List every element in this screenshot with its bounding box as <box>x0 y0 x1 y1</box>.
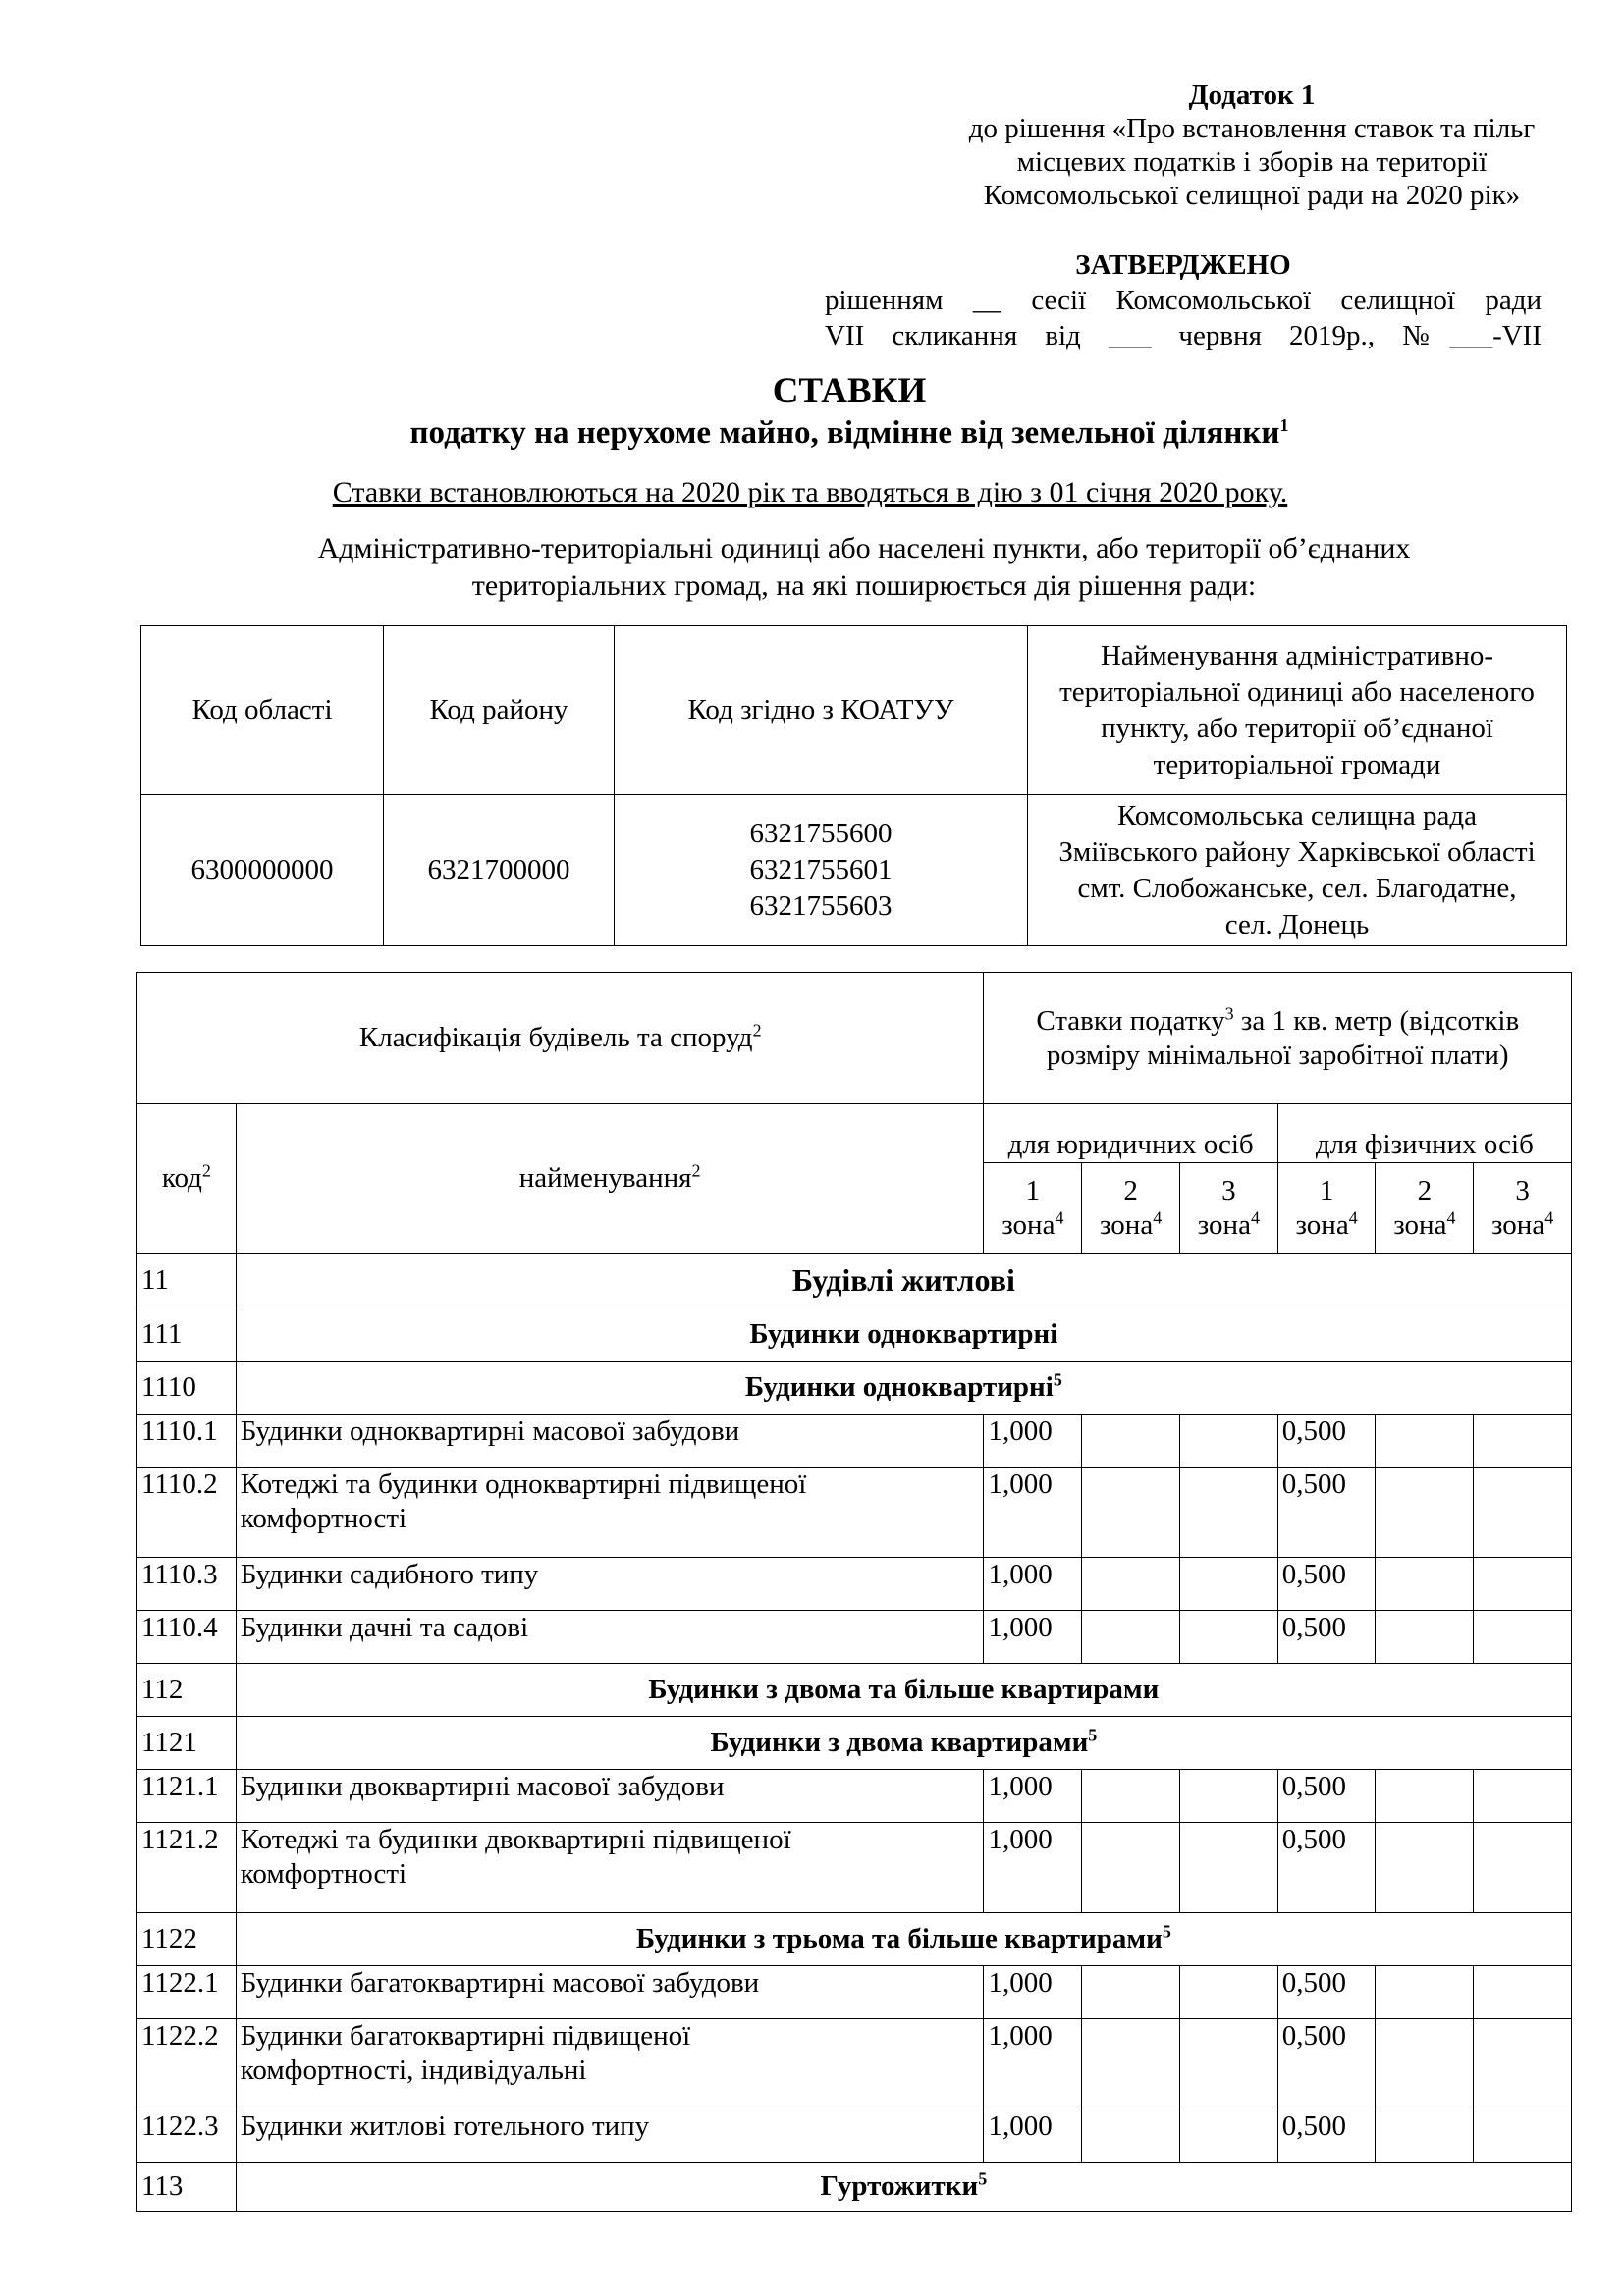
rates-header-text: Ставки податку <box>1036 1004 1225 1037</box>
legal-zone3-rate <box>1179 1966 1277 2019</box>
code-header-text: код <box>161 1162 202 1194</box>
row-code: 1110.3 <box>137 1558 237 1611</box>
legal-zone3-rate <box>1179 1415 1277 1468</box>
zone-header <box>1179 1163 1277 1254</box>
row-code: 1121.1 <box>137 1770 237 1823</box>
physical-zone3-rate <box>1474 2019 1572 2109</box>
legal-zone3-rate <box>1179 2019 1277 2109</box>
physical-zone3-rate <box>1474 1611 1572 1664</box>
physical-zone3-rate <box>1474 2109 1572 2163</box>
page-title: СТАВКИ <box>772 371 927 411</box>
rates-header <box>984 973 1572 1104</box>
table-row <box>137 1254 1572 1308</box>
zone-word: зона <box>1491 1208 1545 1241</box>
row-name: Будинки багатоквартирні масової забудови <box>236 1966 984 2019</box>
legal-zone1-rate: 1,000 <box>984 2019 1082 2109</box>
legal-zone1-rate: 1,000 <box>984 1558 1082 1611</box>
footnote-ref: 5 <box>1162 1921 1171 1942</box>
row-code: 1110 <box>137 1362 237 1415</box>
legal-zone2-rate <box>1082 2019 1180 2109</box>
district-code: 6321700000 <box>384 795 615 946</box>
row-code: 113 <box>137 2163 237 2212</box>
footnote-ref: 4 <box>1153 1206 1163 1227</box>
header-koatuu: Код згідно з КОАТУУ <box>615 626 1028 795</box>
footnote-ref: 5 <box>1088 1725 1098 1745</box>
unit-name <box>1028 795 1567 946</box>
legal-zone3-rate <box>1179 1558 1277 1611</box>
zone-number: 2 <box>1123 1174 1138 1206</box>
table-row <box>137 1966 1572 2019</box>
section-title <box>236 2163 1571 2212</box>
zone-word: зона <box>1100 1208 1154 1241</box>
section-title: Будинки з двома та більше квартирами <box>236 1664 1571 1717</box>
unit-name-line: смт. Слобожанське, сел. Благодатне, <box>1077 872 1517 904</box>
zone-word: зона <box>1393 1208 1447 1241</box>
footnote-ref: 4 <box>1055 1206 1064 1227</box>
legal-zone3-rate <box>1179 2109 1277 2163</box>
subtitle-text: податку на нерухоме майно, відмінне від земельної ділянки <box>409 415 1280 451</box>
legal-zone1-rate: 1,000 <box>984 2109 1082 2163</box>
row-code: 1122.3 <box>137 2109 237 2163</box>
section-title <box>236 1913 1571 1966</box>
row-code: 1122.2 <box>137 2019 237 2109</box>
footnote-ref: 4 <box>1348 1206 1358 1227</box>
physical-zone2-rate <box>1376 2109 1474 2163</box>
addendum-line: місцевих податків і зборів на території <box>1016 146 1488 178</box>
header-unit-name: Найменування адміністративно-територіальної одиниці або населеного пункту, або території об’єднаної територіальної громади <box>1028 626 1567 795</box>
table-row <box>137 1770 1572 1823</box>
section-title: Будівлі житлові <box>236 1254 1571 1308</box>
rates-table <box>136 972 1572 2212</box>
row-name: Будинки житлові готельного типу <box>236 2109 984 2163</box>
region-table <box>140 625 1567 946</box>
zone-word: зона <box>1001 1208 1056 1241</box>
zone-number: 1 <box>1025 1174 1041 1206</box>
unit-name-line: сел. Донець <box>1224 908 1370 940</box>
table-row <box>137 2163 1572 2212</box>
addendum-block <box>913 79 1591 212</box>
legal-zone2-rate <box>1082 1966 1180 2019</box>
oblast-code: 6300000000 <box>141 795 384 946</box>
footnote-ref: 3 <box>1224 1002 1234 1023</box>
physical-zone1-rate: 0,500 <box>1277 1823 1376 1913</box>
row-code: 112 <box>137 1664 237 1717</box>
row-name: Будинки багатоквартирні підвищеної комфортності, індивідуальні <box>236 2019 984 2109</box>
legal-zone1-rate: 1,000 <box>984 1770 1082 1823</box>
physical-zone2-rate <box>1376 1966 1474 2019</box>
footnote-ref: 2 <box>201 1160 211 1181</box>
unit-name-line: Комсомольська селищна рада <box>1116 799 1478 831</box>
zone-header <box>1082 1163 1180 1254</box>
physical-zone2-rate <box>1376 1415 1474 1468</box>
legal-zone2-rate <box>1082 2109 1180 2163</box>
physical-zone3-rate <box>1474 1966 1572 2019</box>
legal-zone2-rate <box>1082 1823 1180 1913</box>
zone-number: 2 <box>1417 1174 1433 1206</box>
zone-header <box>1277 1163 1376 1254</box>
row-code: 1110.4 <box>137 1611 237 1664</box>
physical-zone1-rate: 0,500 <box>1277 2019 1376 2109</box>
row-name: Будинки двоквартирні масової забудови <box>236 1770 984 1823</box>
physical-zone3-rate <box>1474 1770 1572 1823</box>
header-district-code: Код району <box>384 626 615 795</box>
table-row <box>137 1823 1572 1913</box>
table-row <box>137 1913 1572 1966</box>
koatuu-code: 6321755600 <box>749 818 893 849</box>
footnote-ref: 1 <box>1279 415 1289 435</box>
table-row <box>137 1308 1572 1362</box>
row-code: 1110.2 <box>137 1468 237 1558</box>
legal-zone1-rate: 1,000 <box>984 1415 1082 1468</box>
table-row <box>137 1717 1572 1770</box>
row-code: 11 <box>137 1254 237 1308</box>
section-title-text: Будинки з трьома та більше квартирами <box>635 1923 1163 1954</box>
rates-header-text: за 1 кв. метр (відсотків розміру мінімальної заробітної плати) <box>1046 1004 1520 1071</box>
admin-text-line: Адміністративно-територіальні одиниці або населені пункти, або території об’єднаних <box>317 532 1411 564</box>
legal-zone1-rate: 1,000 <box>984 1468 1082 1558</box>
row-code: 1110.1 <box>137 1415 237 1468</box>
table-row <box>137 2019 1572 2109</box>
row-name: Будинки садибного типу <box>236 1558 984 1611</box>
row-code: 1121 <box>137 1717 237 1770</box>
physical-zone2-rate <box>1376 1770 1474 1823</box>
legal-zone2-rate <box>1082 1558 1180 1611</box>
header-oblast-code: Код області <box>141 626 384 795</box>
row-name: Котеджі та будинки одноквартирні підвищеної комфортності <box>236 1468 984 1558</box>
section-title <box>236 1717 1571 1770</box>
physical-zone2-rate <box>1376 1468 1474 1558</box>
section-title-text: Гуртожитки <box>820 2170 979 2202</box>
section-title <box>236 1362 1571 1415</box>
approved-title: ЗАТВЕРДЖЕНО <box>1075 249 1291 281</box>
footnote-ref: 5 <box>978 2168 988 2189</box>
zone-number: 3 <box>1515 1174 1530 1206</box>
koatuu-code: 6321755603 <box>749 890 893 922</box>
table-row <box>137 1415 1572 1468</box>
individuals-header: для фізичних осіб <box>1277 1104 1571 1163</box>
table-row <box>137 1468 1572 1558</box>
zone-header <box>1376 1163 1474 1254</box>
physical-zone2-rate <box>1376 2019 1474 2109</box>
physical-zone3-rate <box>1474 1415 1572 1468</box>
code-header <box>137 1104 237 1254</box>
physical-zone2-rate <box>1376 1611 1474 1664</box>
physical-zone2-rate <box>1376 1558 1474 1611</box>
footnote-ref: 4 <box>1544 1206 1554 1227</box>
row-code: 1122.1 <box>137 1966 237 2019</box>
footnote-ref: 4 <box>1250 1206 1260 1227</box>
physical-zone3-rate <box>1474 1468 1572 1558</box>
legal-zone1-rate: 1,000 <box>984 1611 1082 1664</box>
footnote-ref: 5 <box>1053 1369 1062 1390</box>
zone-word: зона <box>1295 1208 1349 1241</box>
physical-zone1-rate: 0,500 <box>1277 1966 1376 2019</box>
zone-header <box>984 1163 1082 1254</box>
physical-zone3-rate <box>1474 1558 1572 1611</box>
approved-line: VII скликання від ___ червня 2019р., №___-VII <box>825 320 1542 351</box>
row-name: Котеджі та будинки двоквартирні підвищеної комфортності <box>236 1823 984 1913</box>
legal-entities-header: для юридичних осіб <box>984 1104 1277 1163</box>
classification-header <box>137 973 984 1104</box>
table-row <box>137 1558 1572 1611</box>
koatuu-code: 6321755601 <box>749 854 893 885</box>
footnote-ref: 2 <box>752 1020 762 1041</box>
section-title-text: Будинки одноквартирні <box>744 1371 1054 1403</box>
physical-zone1-rate: 0,500 <box>1277 1468 1376 1558</box>
legal-zone3-rate <box>1179 1468 1277 1558</box>
name-header-text: найменування <box>518 1162 692 1194</box>
legal-zone1-rate: 1,000 <box>984 1966 1082 2019</box>
unit-name-line: Зміївського району Харківської області <box>1058 835 1536 868</box>
row-code: 1121.2 <box>137 1823 237 1913</box>
table-row <box>137 1611 1572 1664</box>
approved-block <box>825 247 1542 353</box>
legal-zone1-rate: 1,000 <box>984 1823 1082 1913</box>
addendum-title: Додаток 1 <box>1188 80 1316 111</box>
classification-header-text: Класифікація будівель та споруд <box>358 1022 753 1053</box>
legal-zone3-rate <box>1179 1770 1277 1823</box>
section-title-text: Будинки з двома квартирами <box>710 1727 1089 1758</box>
section-title: Будинки одноквартирні <box>236 1308 1571 1362</box>
row-code: 111 <box>137 1308 237 1362</box>
row-name: Будинки дачні та садові <box>236 1611 984 1664</box>
name-header <box>236 1104 984 1254</box>
effective-date-note <box>0 476 1620 509</box>
koatuu-codes <box>615 795 1028 946</box>
physical-zone3-rate <box>1474 1823 1572 1913</box>
physical-zone1-rate: 0,500 <box>1277 2109 1376 2163</box>
zone-header <box>1474 1163 1572 1254</box>
footnote-ref: 4 <box>1446 1206 1456 1227</box>
legal-zone2-rate <box>1082 1415 1180 1468</box>
physical-zone2-rate <box>1376 1823 1474 1913</box>
zone-number: 1 <box>1319 1174 1334 1206</box>
physical-zone1-rate: 0,500 <box>1277 1558 1376 1611</box>
legal-zone2-rate <box>1082 1611 1180 1664</box>
zone-word: зона <box>1197 1208 1251 1241</box>
approved-line: рішенням __ сесії Комсомольської селищної ради <box>825 285 1542 316</box>
physical-zone1-rate: 0,500 <box>1277 1770 1376 1823</box>
admin-text-line: територіальних громад, на які поширюється дія рішення ради: <box>471 569 1257 602</box>
note-period: . <box>1279 476 1288 508</box>
physical-zone1-rate: 0,500 <box>1277 1415 1376 1468</box>
table-row <box>137 2109 1572 2163</box>
table-row <box>137 1362 1572 1415</box>
legal-zone3-rate <box>1179 1611 1277 1664</box>
admin-units-text <box>137 530 1591 605</box>
row-code: 1122 <box>137 1913 237 1966</box>
footnote-ref: 2 <box>691 1160 701 1181</box>
page-subtitle <box>0 415 1624 452</box>
addendum-line: Комсомольської селищної ради на 2020 рік» <box>983 180 1521 211</box>
legal-zone2-rate <box>1082 1468 1180 1558</box>
addendum-line: до рішення «Про встановлення ставок та пільг <box>968 113 1536 144</box>
legal-zone3-rate <box>1179 1823 1277 1913</box>
zone-number: 3 <box>1221 1174 1236 1206</box>
row-name: Будинки одноквартирні масової забудови <box>236 1415 984 1468</box>
table-row <box>137 1664 1572 1717</box>
note-text: Ставки встановлюються на 2020 рік та вводяться в дію з 01 січня 2020 року <box>332 476 1280 508</box>
physical-zone1-rate: 0,500 <box>1277 1611 1376 1664</box>
legal-zone2-rate <box>1082 1770 1180 1823</box>
